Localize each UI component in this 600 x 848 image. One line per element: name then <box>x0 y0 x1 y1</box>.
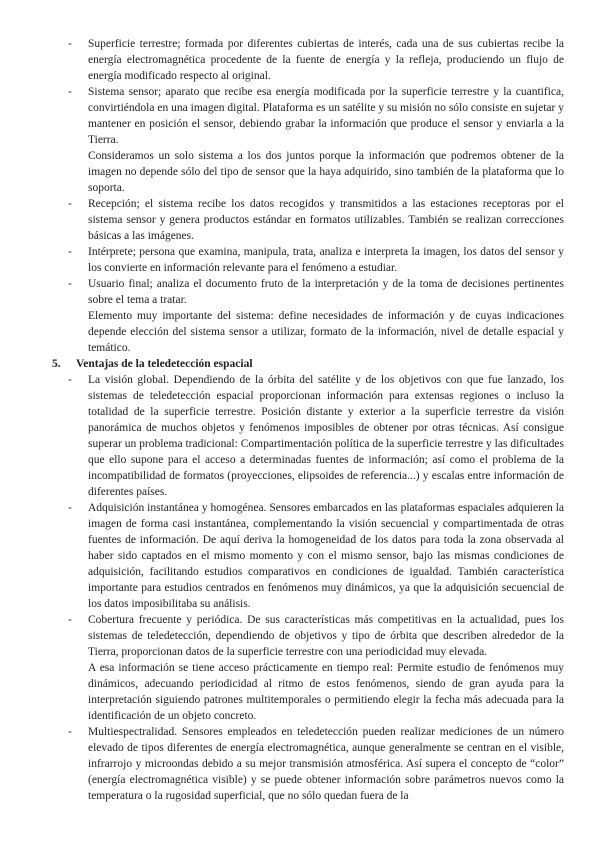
paragraph: Consideramos un solo sistema a los dos juntos porque la información que podremos obtener de la imagen no depende sólo del tipo de sensor que la haya adquirido, sino también de la plataforma que lo soporta. <box>88 150 564 194</box>
list-item-sistema-sensor <box>0 84 600 196</box>
bullet-dash: - <box>68 38 72 50</box>
list-item-interprete <box>0 244 600 276</box>
page-content <box>0 36 600 804</box>
list-item-superficie <box>0 36 600 84</box>
section-heading <box>0 356 600 372</box>
section-number: 5. <box>52 358 61 370</box>
bullet-dash: - <box>68 374 72 386</box>
section-title: Ventajas de la teledetección espacial <box>76 358 253 370</box>
list-item-adquisicion <box>0 500 600 612</box>
paragraph: Usuario final; analiza el documento fruto de la interpretación y de la toma de decisiones pertinentes sobre el tema a tratar. <box>88 278 564 306</box>
list-item-cobertura <box>0 612 600 724</box>
bullet-dash: - <box>68 198 72 210</box>
list-item-vision-global <box>0 372 600 500</box>
bullet-dash: - <box>68 726 72 738</box>
bullet-dash: - <box>68 278 72 290</box>
paragraph: Superficie terrestre; formada por diferentes cubiertas de interés, cada una de sus cubiertas recibe la energía electromagnética procedente de la fuente de energía y la refleja, produciendo un flujo de energía modificado respecto al original. <box>88 38 564 82</box>
paragraph: Elemento muy importante del sistema: define necesidades de información y de cuyas indicaciones depende elección del sistema sensor a utilizar, formato de la información, nivel de detalle espacial y temático. <box>88 310 564 354</box>
bullet-dash: - <box>68 502 72 514</box>
paragraph: Cobertura frecuente y periódica. De sus características más competitivas en la actualidad, pues los sistemas de teledetección, dependiendo de objetivos y tipo de órbita que describen alrededor de la Tierra, proporcionan datos de la superficie terrestre con una periodicidad muy elevada. <box>88 614 564 658</box>
paragraph: Recepción; el sistema recibe los datos recogidos y transmitidos a las estaciones receptoras por el sistema sensor y genera productos estándar en formatos utilizables. También se realizan correcciones básicas a las imágenes. <box>88 198 564 242</box>
paragraph: Adquisición instantánea y homogénea. Sensores embarcados en las plataformas espaciales adquieren la imagen de forma casi instantánea, complementando la visión secuencial y compartimentada de otras fuentes de información. De aquí deriva la homogeneidad de los datos para toda la zona observada al haber sido captados en el mismo momento y con el mismo sensor, bajo las mismas condiciones de adquisición, facilitando estudios comparativos en condiciones de igualdad. También característica importante para estudios centrados en fenómenos muy dinámicos, ya que la adquisición secuencial de los datos imposibilitaba su análisis. <box>88 502 564 610</box>
list-item-usuario-final <box>0 276 600 356</box>
paragraph: Sistema sensor; aparato que recibe esa energía modificada por la superficie terrestre y la cuantifica, convirtiéndola en una imagen digital. Plataforma es un satélite y su misión no sólo consiste en sujetar y mantener en posición el sensor, debiendo grabar la información que produce el sensor y enviarla a la Tierra. <box>88 86 564 146</box>
paragraph: Intérprete; persona que examina, manipula, trata, analiza e interpreta la imagen, los datos del sensor y los convierte en información relevante para el fenómeno a estudiar. <box>88 246 564 274</box>
bullet-dash: - <box>68 86 72 98</box>
list-item-multiespectralidad <box>0 724 600 804</box>
paragraph: A esa información se tiene acceso prácticamente en tiempo real: Permite estudio de fenómenos muy dinámicos, adecuando periodicidad al ritmo de estos fenómenos, siendo de gran ayuda para la interpretación siguiendo patrones multitemporales o permitiendo elegir la fecha más adecuada para la identificación de un objeto concreto. <box>88 662 564 722</box>
list-item-recepcion <box>0 196 600 244</box>
bullet-dash: - <box>68 246 72 258</box>
bullet-dash: - <box>68 614 72 626</box>
paragraph: La visión global. Dependiendo de la órbita del satélite y de los objetivos con que fue lanzado, los sistemas de teledetección espacial proporcionan información para extensas regiones o incluso la totalidad de la superficie terrestre. Posición distante y exterior a la superficie terrestre da visión panorámica de muchos objetos y fenómenos imposibles de obtener por otras técnicas. Así consigue superar un problema tradicional: Compartimentación política de la superficie terrestre y las dificultades que ello supone para el acceso a determinadas fuentes de información; así como el problema de la incompatibilidad de formatos (proyecciones, elipsoides de referencia...) y escalas entre información de diferentes países. <box>88 374 564 498</box>
paragraph: Multiespectralidad. Sensores empleados en teledetección pueden realizar mediciones de un número elevado de tipos diferentes de energía electromagnética, aunque generalmente se centran en el visible, infrarrojo y microondas debido a su mejor transmisión atmosférica. Así supera el concepto de “color” (energía electromagnética visible) y se puede obtener información sobre parámetros nuevos como la temperatura o la rugosidad superficial, que no sólo quedan fuera de la <box>88 726 564 802</box>
